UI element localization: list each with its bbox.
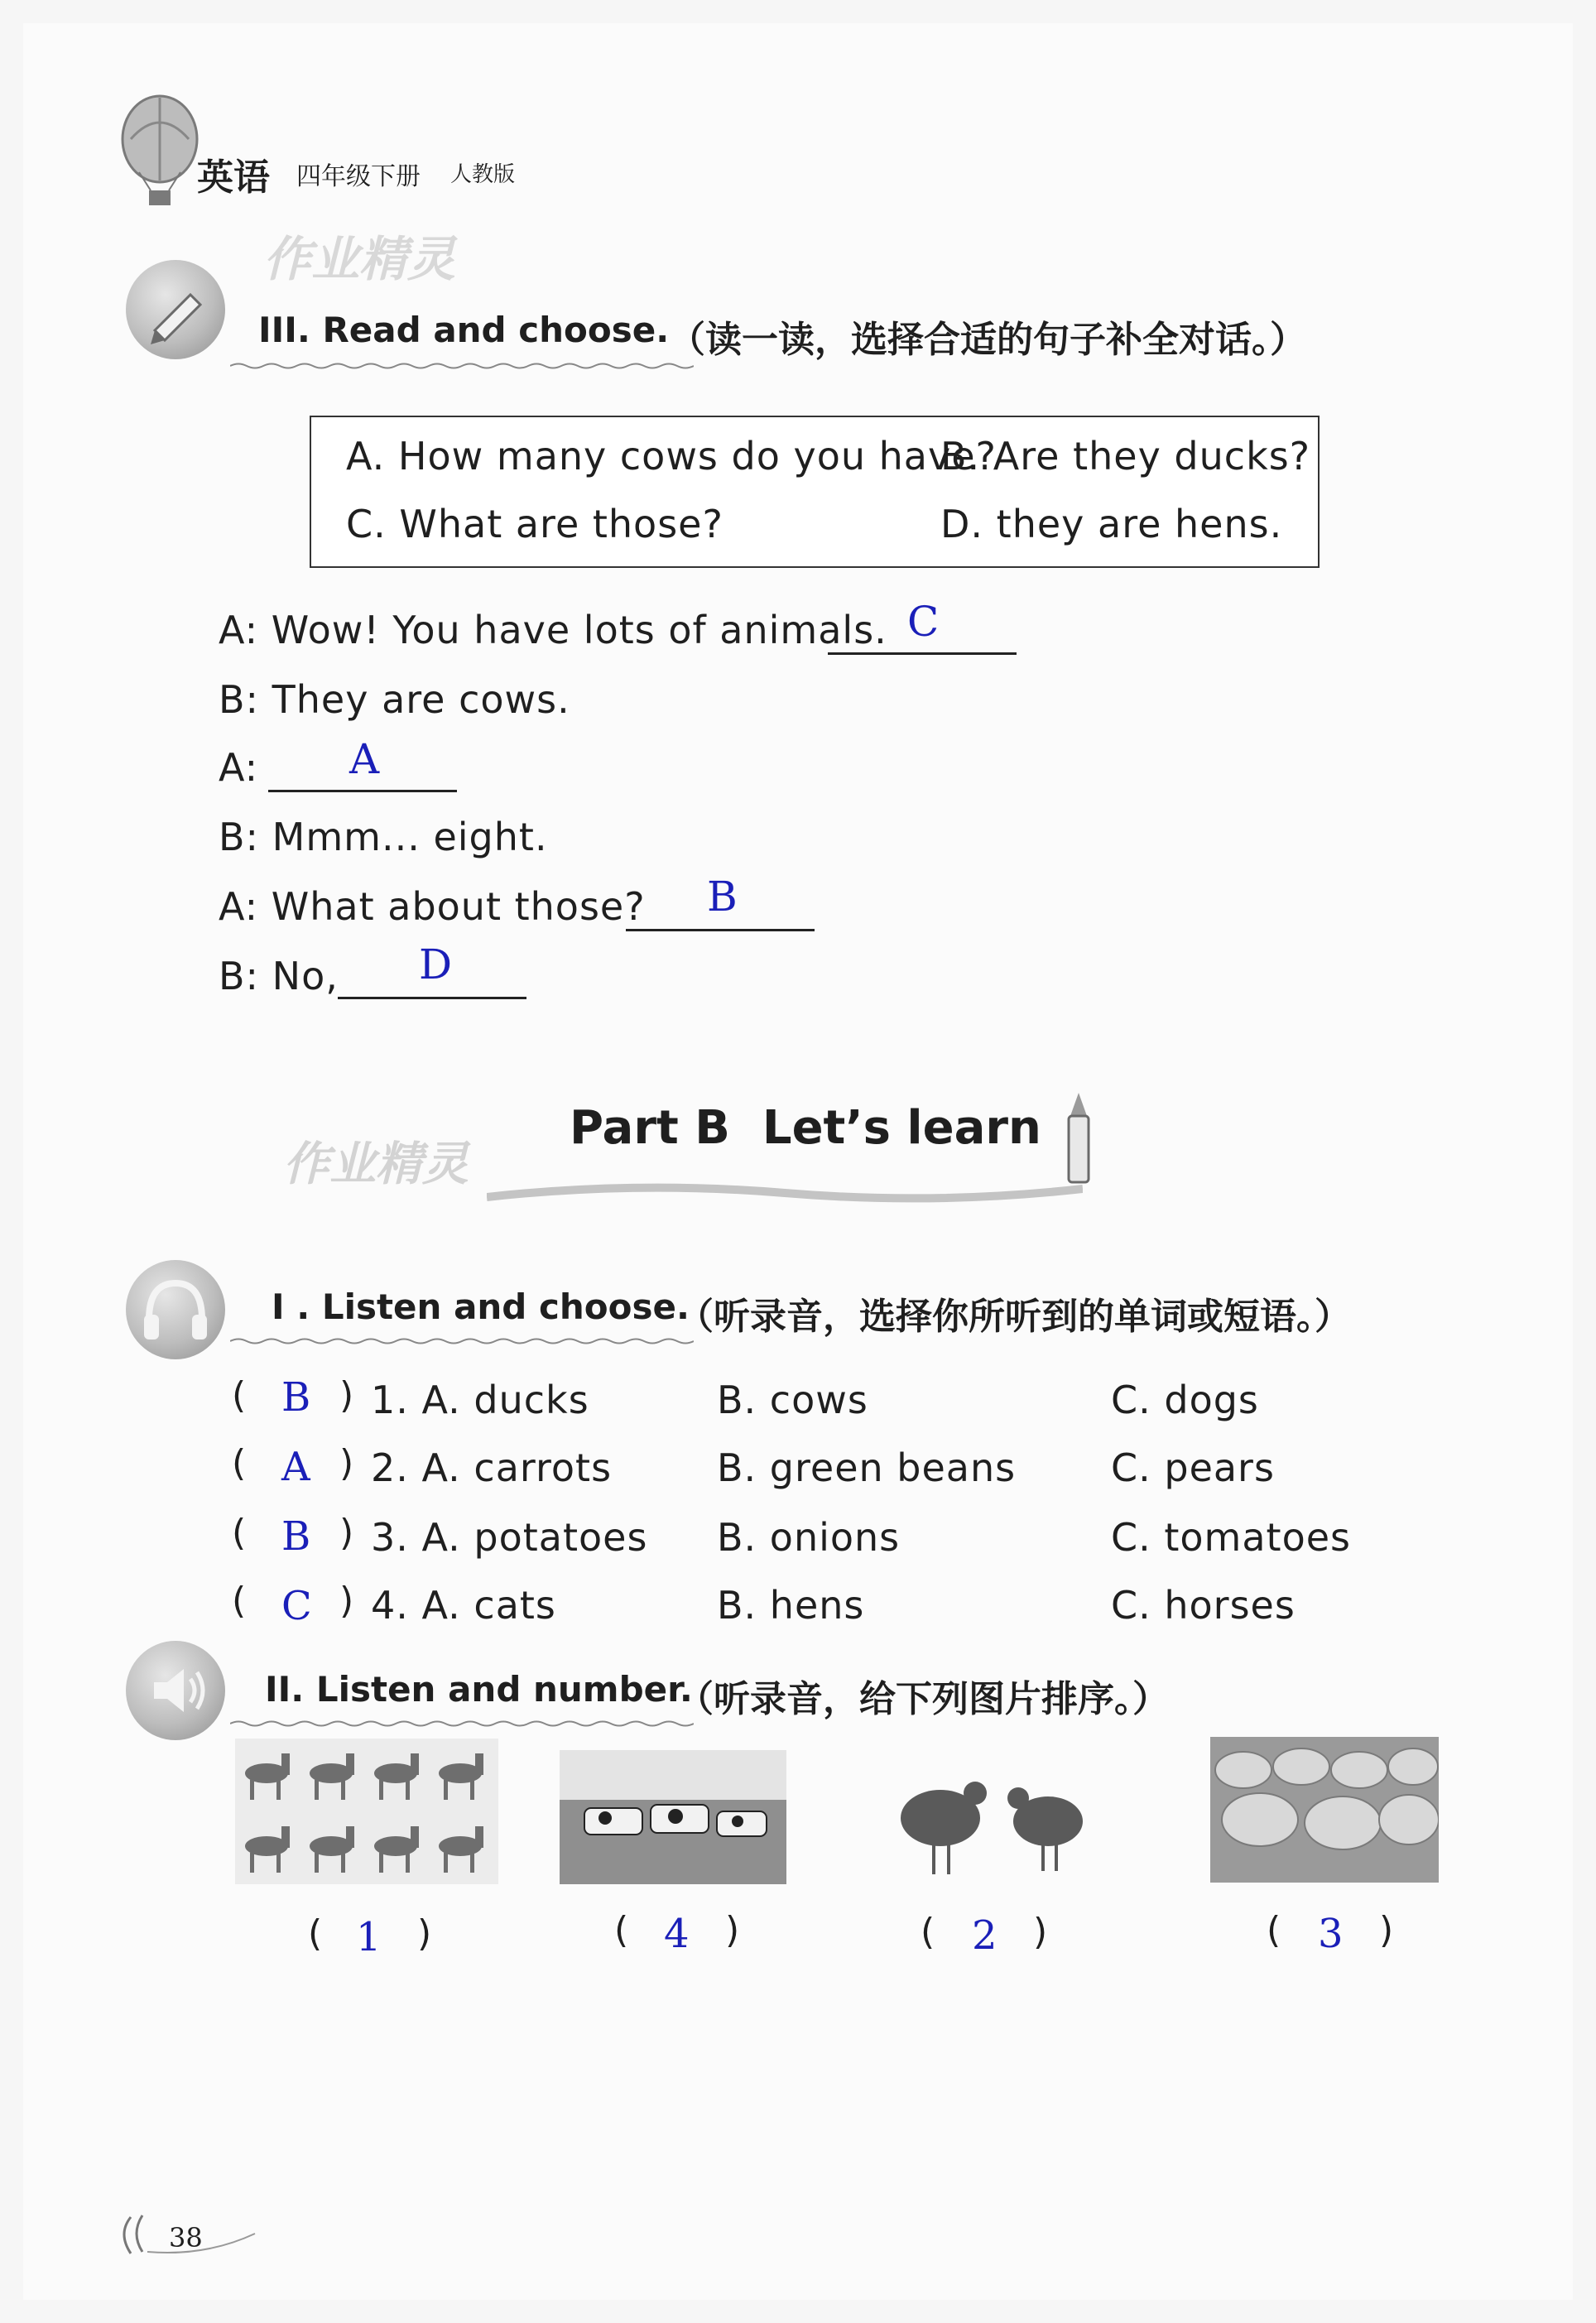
paren-close: ) bbox=[339, 1442, 354, 1484]
pic4-paren-open: ( bbox=[1267, 1909, 1281, 1951]
partb-watermark: 作业精灵 bbox=[283, 1137, 469, 1191]
paren-open: ( bbox=[232, 1580, 247, 1622]
item2-answer: A bbox=[281, 1444, 310, 1490]
option-d: D. they are hens. bbox=[940, 502, 1283, 546]
hens-picture bbox=[882, 1768, 1114, 1884]
balloon-icon bbox=[114, 89, 205, 214]
paren-open: ( bbox=[232, 1512, 247, 1554]
listen1-title: I . Listen and choose. bbox=[272, 1287, 690, 1327]
answer-blank-4 bbox=[338, 997, 526, 999]
answer-2: A bbox=[349, 735, 380, 783]
item2-option-a: 2. A. carrots bbox=[371, 1445, 613, 1490]
pic2-paren-open: ( bbox=[614, 1909, 629, 1951]
answer-4: D bbox=[419, 940, 453, 988]
horses-picture bbox=[235, 1739, 498, 1884]
paren-open: ( bbox=[232, 1374, 247, 1416]
item1-option-a: 1. A. ducks bbox=[371, 1378, 589, 1422]
wavy-divider bbox=[230, 358, 694, 366]
dialogue-line-6: B: No, bbox=[219, 954, 339, 998]
listen2-instruction: （听录音，给下列图片排序。） bbox=[677, 1678, 1169, 1720]
cows-picture bbox=[560, 1750, 786, 1884]
pic3-answer: 2 bbox=[972, 1912, 997, 1959]
workbook-page bbox=[23, 23, 1573, 2300]
item2-option-b: B. green beans bbox=[717, 1445, 1017, 1490]
pic4-paren-close: ) bbox=[1379, 1909, 1394, 1951]
dialogue-line-5: A: What about those? bbox=[219, 884, 646, 929]
header-edition: 人教版 bbox=[450, 162, 516, 187]
pic1-answer: 1 bbox=[356, 1914, 382, 1960]
watermark-logo: 作业精灵 bbox=[263, 231, 456, 287]
speaker-icon bbox=[126, 1641, 225, 1740]
answer-blank-1 bbox=[828, 652, 1017, 655]
paren-close: ) bbox=[339, 1512, 354, 1554]
item4-option-a: 4. A. cats bbox=[371, 1583, 556, 1628]
answer-blank-3 bbox=[626, 929, 815, 931]
answer-1: C bbox=[907, 598, 940, 646]
pic3-paren-open: ( bbox=[921, 1911, 935, 1953]
section3-title: III. Read and choose. bbox=[258, 310, 670, 350]
paren-close: ) bbox=[339, 1580, 354, 1622]
listen2-title: II. Listen and number. bbox=[265, 1669, 693, 1710]
header-grade: 四年级下册 bbox=[296, 162, 421, 191]
pic2-paren-close: ) bbox=[725, 1909, 740, 1951]
item1-option-b: B. cows bbox=[717, 1378, 868, 1422]
page-number: 38 bbox=[169, 2222, 203, 2253]
dialogue-line-1: A: Wow! You have lots of animals. bbox=[219, 608, 887, 652]
pic1-paren-close: ) bbox=[417, 1912, 432, 1955]
paren-open: ( bbox=[232, 1442, 247, 1484]
item3-answer: B bbox=[281, 1513, 311, 1560]
headphones-icon bbox=[126, 1260, 225, 1359]
item1-answer: B bbox=[281, 1374, 311, 1421]
pencil-icon bbox=[126, 260, 225, 359]
item4-option-b: B. hens bbox=[717, 1583, 865, 1628]
section3-instruction: （读一读，选择合适的句子补全对话。） bbox=[669, 319, 1306, 361]
item3-option-b: B. onions bbox=[717, 1515, 901, 1560]
partb-title: Part B Let’s learn bbox=[570, 1101, 1041, 1155]
listen1-instruction: （听录音，选择你所听到的单词或短语。） bbox=[677, 1296, 1351, 1338]
wavy-divider-3 bbox=[230, 1715, 694, 1724]
dialogue-line-3: A: bbox=[219, 745, 259, 790]
pic3-paren-close: ) bbox=[1033, 1911, 1048, 1953]
dialogue-line-2: B: They are cows. bbox=[219, 677, 570, 722]
item2-option-c: C. pears bbox=[1111, 1445, 1275, 1490]
pic4-answer: 3 bbox=[1318, 1911, 1344, 1957]
pic1-paren-open: ( bbox=[308, 1912, 323, 1955]
item3-option-c: C. tomatoes bbox=[1111, 1515, 1351, 1560]
item4-answer: C bbox=[281, 1583, 312, 1629]
sheep-picture bbox=[1210, 1737, 1439, 1883]
item4-option-c: C. horses bbox=[1111, 1583, 1296, 1628]
item3-option-a: 3. A. potatoes bbox=[371, 1515, 648, 1560]
paren-close: ) bbox=[339, 1374, 354, 1416]
item1-option-c: C. dogs bbox=[1111, 1378, 1259, 1422]
options-box bbox=[310, 416, 1320, 568]
option-c: C. What are those? bbox=[346, 502, 723, 546]
crayon-icon bbox=[1058, 1091, 1099, 1190]
pic2-answer: 4 bbox=[664, 1911, 690, 1957]
option-a: A. How many cows do you have? bbox=[346, 434, 997, 479]
wavy-divider-2 bbox=[230, 1333, 694, 1341]
partb-swoosh bbox=[487, 1181, 1083, 1205]
option-b: B. Are they ducks? bbox=[940, 434, 1311, 479]
dialogue-line-4: B: Mmm... eight. bbox=[219, 815, 548, 859]
answer-3: B bbox=[707, 873, 738, 921]
answer-blank-2 bbox=[268, 790, 457, 792]
header-subject: 英语 bbox=[197, 156, 270, 199]
